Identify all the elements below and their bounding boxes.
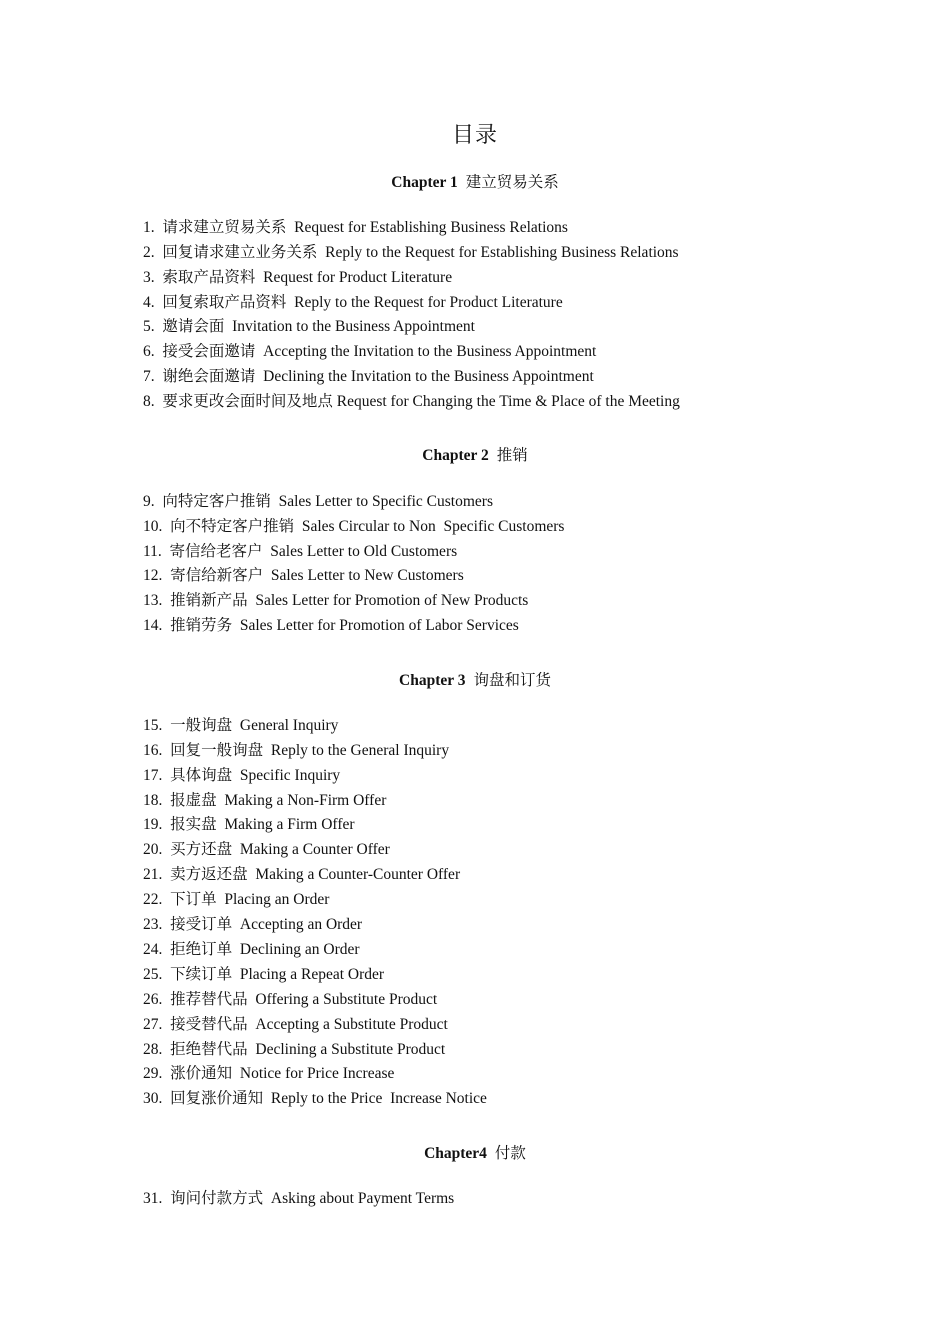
chapter-number: Chapter 1 xyxy=(391,174,458,191)
toc-item: 29. 涨价通知 Notice for Price Increase xyxy=(143,1065,395,1082)
toc-item: 20. 买方还盘 Making a Counter Offer xyxy=(143,841,390,858)
toc-item: 1. 请求建立贸易关系 Request for Establishing Business Relations xyxy=(143,219,568,236)
toc-item: 18. 报虚盘 Making a Non-Firm Offer xyxy=(143,792,387,809)
toc-item: 19. 报实盘 Making a Firm Offer xyxy=(143,816,355,833)
toc-item: 25. 下续订单 Placing a Repeat Order xyxy=(143,966,385,983)
toc-item: 30. 回复涨价通知 Reply to the Price Increase Notice xyxy=(143,1090,487,1107)
chapter-heading xyxy=(0,170,950,192)
page-title: 目录 xyxy=(451,122,498,147)
toc-item: 16. 回复一般询盘 Reply to the General Inquiry xyxy=(143,742,450,759)
toc-item: 23. 接受订单 Accepting an Order xyxy=(143,916,363,933)
chapter-number: Chapter 2 xyxy=(422,447,489,464)
chapter-title: 付款 xyxy=(494,1145,526,1162)
toc-item: 15. 一般询盘 General Inquiry xyxy=(143,717,339,734)
chapter-heading xyxy=(0,443,950,465)
toc-item: 13. 推销新产品 Sales Letter for Promotion of New Products xyxy=(143,592,529,609)
toc-item: 27. 接受替代品 Accepting a Substitute Product xyxy=(143,1016,448,1033)
toc-item: 10. 向不特定客户推销 Sales Circular to Non Specific Customers xyxy=(143,518,565,535)
toc-item: 11. 寄信给老客户 Sales Letter to Old Customers xyxy=(143,543,458,560)
chapter-title: 询盘和订货 xyxy=(473,672,551,689)
toc-item: 14. 推销劳务 Sales Letter for Promotion of Labor Services xyxy=(143,617,519,634)
toc-item: 21. 卖方返还盘 Making a Counter-Counter Offer xyxy=(143,866,461,883)
toc-item: 12. 寄信给新客户 Sales Letter to New Customers xyxy=(143,567,464,584)
toc-item: 4. 回复索取产品资料 Reply to the Request for Product Literature xyxy=(143,294,563,311)
chapter-heading xyxy=(0,1141,950,1163)
toc-item: 3. 索取产品资料 Request for Product Literature xyxy=(143,269,453,286)
toc-item: 28. 拒绝替代品 Declining a Substitute Product xyxy=(143,1041,446,1058)
toc-item: 31. 询问付款方式 Asking about Payment Terms xyxy=(143,1190,455,1207)
toc-item: 9. 向特定客户推销 Sales Letter to Specific Customers xyxy=(143,493,493,510)
toc-item: 24. 拒绝订单 Declining an Order xyxy=(143,941,360,958)
toc-item: 5. 邀请会面 Invitation to the Business Appointment xyxy=(143,318,475,335)
toc-item: 7. 谢绝会面邀请 Declining the Invitation to the Business Appointment xyxy=(143,368,594,385)
toc-item: 22. 下订单 Placing an Order xyxy=(143,891,330,908)
toc-item: 2. 回复请求建立业务关系 Reply to the Request for Establishing Business Relations xyxy=(143,244,679,261)
chapter-number: Chapter4 xyxy=(424,1145,487,1162)
toc-item: 6. 接受会面邀请 Accepting the Invitation to the Business Appointment xyxy=(143,343,597,360)
chapter-number: Chapter 3 xyxy=(399,672,466,689)
toc-item: 26. 推荐替代品 Offering a Substitute Product xyxy=(143,991,438,1008)
toc-item: 8. 要求更改会面时间及地点 Request for Changing the Time & Place of the Meeting xyxy=(143,393,680,410)
chapter-title: 推销 xyxy=(496,447,528,464)
chapter-title: 建立贸易关系 xyxy=(465,174,559,191)
chapter-heading xyxy=(0,668,950,690)
toc-item: 17. 具体询盘 Specific Inquiry xyxy=(143,767,341,784)
